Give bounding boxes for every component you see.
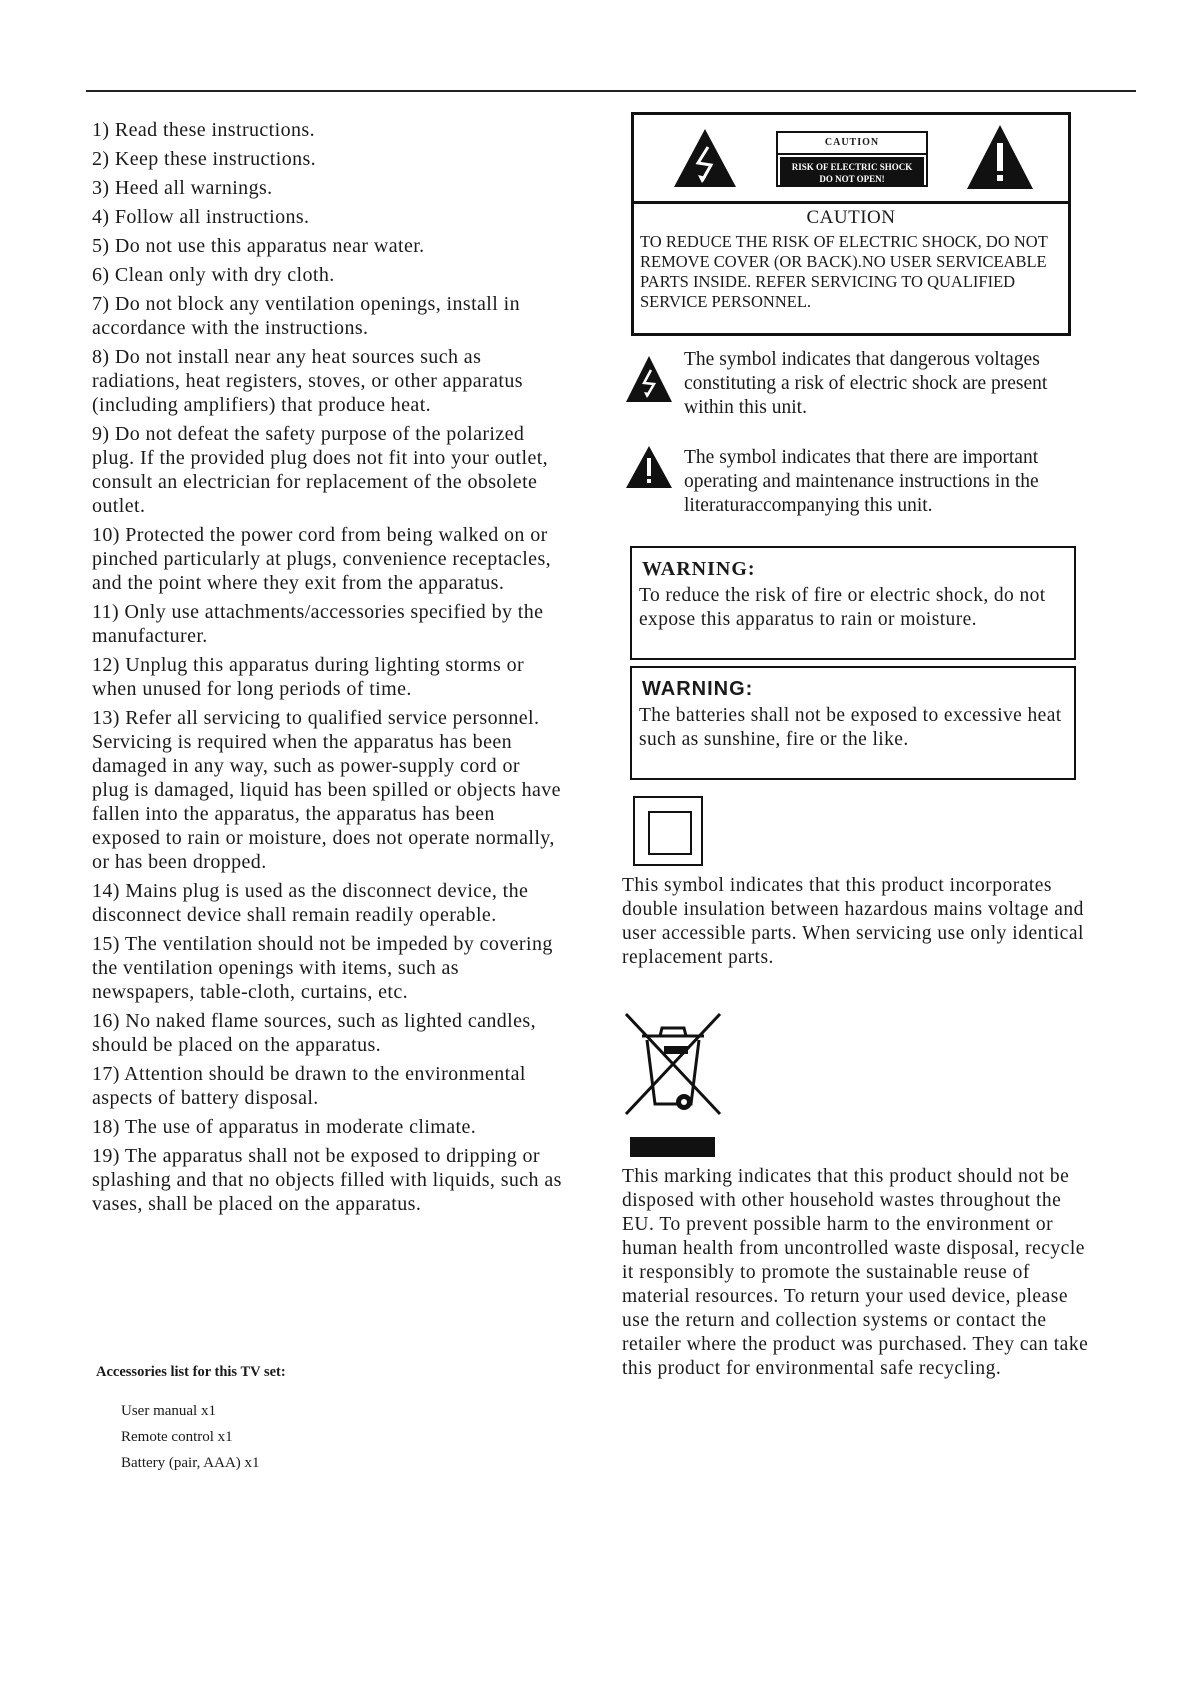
- instruction-item: 16) No naked flame sources, such as lighted candles, should be placed on the apparatus.: [92, 1010, 537, 1056]
- lightning-warning-icon: [674, 129, 736, 187]
- lightning-warning-icon: [626, 356, 672, 402]
- top-rule: [86, 90, 1136, 92]
- instruction-item: 6) Clean only with dry cloth.: [92, 264, 335, 286]
- caution-panel: [631, 112, 1071, 336]
- voltage-symbol-row: [626, 348, 1086, 420]
- instruction-item: 9) Do not defeat the safety purpose of the polarized plug. If the provided plug does not fit into your outlet, consult an electrician for replacement of the obsolete outlet.: [92, 423, 549, 517]
- instruction-item: 2) Keep these instructions.: [92, 148, 317, 170]
- instruction-item: 19) The apparatus shall not be exposed to dripping or splashing and that no objects filled with liquids, such as vases, shall be placed on the apparatus.: [92, 1145, 562, 1215]
- safety-instructions: [92, 118, 562, 1221]
- warning-text: The batteries shall not be exposed to excessive heat such as sunshine, fire or the like.: [639, 705, 1062, 750]
- instruction-item: 4) Follow all instructions.: [92, 206, 310, 228]
- instruction-item: 11) Only use attachments/accessories specified by the manufacturer.: [92, 601, 544, 647]
- instruction-item: 15) The ventilation should not be impeded by covering the ventilation openings with items, such as newspapers, table-cloth, curtains, etc.: [92, 933, 553, 1003]
- warning-title: WARNING:: [642, 558, 756, 580]
- accessories-list: [121, 1398, 260, 1476]
- warning-panel-batteries: [630, 666, 1076, 780]
- instruction-item: 17) Attention should be drawn to the environmental aspects of battery disposal.: [92, 1063, 526, 1109]
- accessory-item: Battery (pair, AAA) x1: [121, 1455, 260, 1471]
- instruction-item: 18) The use of apparatus in moderate climate.: [92, 1116, 477, 1138]
- exclamation-symbol-row: [626, 446, 1086, 542]
- accessory-item: User manual x1: [121, 1403, 216, 1419]
- weee-bar: [630, 1137, 715, 1157]
- instruction-item: 13) Refer all servicing to qualified service personnel. Servicing is required when the apparatus has been damaged in any way, such as power-supply cord or plug is damaged, liquid has been spilled or objects have fallen into the apparatus, the apparatus has been exposed to rain or moisture, does not operate normally, or has been dropped.: [92, 707, 561, 873]
- instruction-item: 8) Do not install near any heat sources such as radiations, heat registers, stoves, or other apparatus (including amplifiers) that produce heat.: [92, 346, 523, 416]
- accessory-item: Remote control x1: [121, 1429, 233, 1445]
- exclamation-warning-icon: [626, 446, 672, 488]
- caution-label-bottom: [780, 157, 924, 187]
- instruction-item: 14) Mains plug is used as the disconnect device, the disconnect device shall remain readily operable.: [92, 880, 529, 926]
- instruction-item: 3) Heed all warnings.: [92, 177, 273, 199]
- caution-text: TO REDUCE THE RISK OF ELECTRIC SHOCK, DO NOT REMOVE COVER (OR BACK).NO USER SERVICEABLE PARTS INSIDE. REFER SERVICING TO QUALIFIED SERVICE PERSONNEL.: [640, 232, 1048, 311]
- caution-label: [776, 131, 928, 187]
- caution-label-top: CAUTION: [778, 133, 926, 155]
- exclamation-symbol-text: The symbol indicates that there are important operating and maintenance instructions in the literaturaccompanying this unit.: [684, 447, 1039, 516]
- weee-text: This marking indicates that this product should not be disposed with other household wastes throughout the EU. To prevent possible harm to the environment or human health from uncontrolled waste disposal, recycle it responsibly to promote the sustainable reuse of material resources. To return your used device, please use the return and collection systems or contact the retailer where the product was purchased. They can take this product for environmental safe recycling.: [622, 1166, 1089, 1379]
- instruction-item: 12) Unplug this apparatus during lighting storms or when unused for long periods of time.: [92, 654, 525, 700]
- warning-panel-moisture: [630, 546, 1076, 660]
- caution-label-line2: DO NOT OPEN!: [819, 174, 885, 184]
- voltage-symbol-text: The symbol indicates that dangerous voltages constituting a risk of electric shock are present within this unit.: [684, 349, 1048, 418]
- warning-text: To reduce the risk of fire or electric shock, do not expose this apparatus to rain or moisture.: [639, 585, 1046, 630]
- caution-label-line1: RISK OF ELECTRIC SHOCK: [791, 162, 913, 172]
- exclamation-warning-icon: [967, 125, 1033, 189]
- double-insulation-text: This symbol indicates that this product incorporates double insulation between hazardous mains voltage and user accessible parts. When servicing use only identical replacement parts.: [622, 875, 1084, 968]
- crossed-bin-icon: [620, 1010, 726, 1120]
- instruction-item: 7) Do not block any ventilation openings, install in accordance with the instructions.: [92, 293, 520, 339]
- instruction-item: 10) Protected the power cord from being walked on or pinched particularly at plugs, convenience receptacles, and the point where they exit from the apparatus.: [92, 524, 552, 594]
- warning-title: WARNING:: [642, 678, 754, 700]
- caution-header: [634, 115, 1068, 204]
- instruction-item: 5) Do not use this apparatus near water.: [92, 235, 425, 257]
- accessories-title: Accessories list for this TV set:: [96, 1364, 286, 1380]
- caution-title: CAUTION: [806, 207, 896, 228]
- instruction-item: 1) Read these instructions.: [92, 119, 315, 141]
- double-insulation-icon: [633, 796, 703, 866]
